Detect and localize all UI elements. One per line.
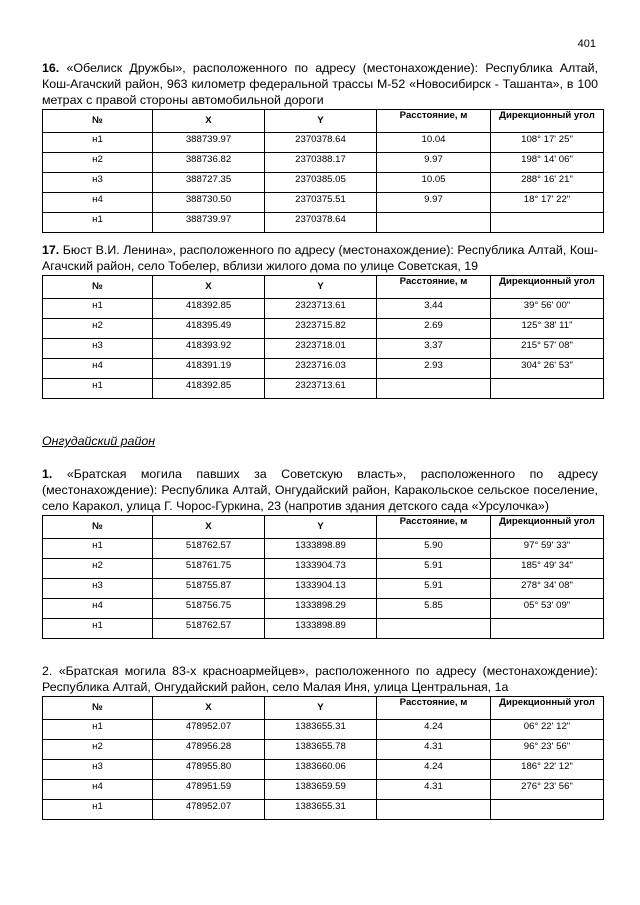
point-cell: н1 (43, 800, 153, 820)
x-cell: 388730.50 (153, 193, 265, 213)
section-16 (42, 60, 598, 233)
column-header: X (153, 110, 265, 133)
section-17-description: Бюст В.И. Ленина», расположенного по адресу (местонахождение): Республика Алтай, Кош-Агачский район, село Тобелер, вблизи жилого дома по улице Советская, 19 (42, 243, 598, 273)
point-cell: н1 (43, 379, 153, 399)
point-cell: н3 (43, 339, 153, 359)
x-cell: 418391.19 (153, 359, 265, 379)
point-cell: н3 (43, 760, 153, 780)
distance-cell (377, 800, 491, 820)
x-cell: 388736.82 (153, 153, 265, 173)
section-ongudai-1-description: «Братская могила павших за Советскую власть», расположенного по адресу (местонахождение): Республика Алтай, Онгудайский район, Каракольское сельское поселение, село Каракол, улица Г. Чорос-Гуркина, 23 (напротив здания детского сада «Урсулочка») (42, 467, 598, 513)
coordinates-table-17 (42, 275, 604, 399)
table-row (43, 173, 604, 193)
table-row (43, 379, 604, 399)
section-16-number: 16. (42, 61, 60, 75)
x-cell: 418395.49 (153, 319, 265, 339)
point-cell: н1 (43, 720, 153, 740)
table-header-row (43, 697, 604, 720)
point-cell: н2 (43, 740, 153, 760)
column-header: № (43, 110, 153, 133)
section-17-number: 17. (42, 243, 60, 257)
section-ongudai-1 (42, 466, 598, 639)
table-row (43, 339, 604, 359)
column-header: X (153, 276, 265, 299)
point-cell: н4 (43, 780, 153, 800)
direction-angle-cell: 198° 14' 06" (491, 153, 604, 173)
point-cell: н4 (43, 193, 153, 213)
distance-cell: 4.31 (377, 740, 491, 760)
direction-angle-cell: 276° 23' 56" (491, 780, 604, 800)
direction-angle-cell: 125° 38' 11" (491, 319, 604, 339)
section-ongudai-1-text (42, 466, 598, 514)
table-row (43, 193, 604, 213)
column-header: Дирекционный угол (491, 516, 604, 539)
table-row (43, 740, 604, 760)
distance-cell (377, 619, 491, 639)
direction-angle-cell: 97° 59' 33" (491, 539, 604, 559)
y-cell: 2370378.64 (265, 133, 377, 153)
y-cell: 2323713.61 (265, 299, 377, 319)
x-cell: 478955.80 (153, 760, 265, 780)
direction-angle-cell: 05° 53' 09" (491, 599, 604, 619)
x-cell: 518756.75 (153, 599, 265, 619)
x-cell: 478951.59 (153, 780, 265, 800)
table-row (43, 359, 604, 379)
section-ongudai-2-number: 2. (42, 664, 53, 678)
section-ongudai-2-description: «Братская могила 83-х красноармейцев», расположенного по адресу (местонахождение): Республика Алтай, Онгудайский район, село Малая Иня, улица Центральная, 1а (42, 664, 598, 694)
y-cell: 2370385.05 (265, 173, 377, 193)
y-cell: 2370388.17 (265, 153, 377, 173)
direction-angle-cell: 304° 26' 53" (491, 359, 604, 379)
y-cell: 2323716.03 (265, 359, 377, 379)
y-cell: 2323713.61 (265, 379, 377, 399)
distance-cell: 2.69 (377, 319, 491, 339)
y-cell: 1383655.31 (265, 720, 377, 740)
table-header-row (43, 516, 604, 539)
section-17-text (42, 242, 598, 274)
table-row (43, 579, 604, 599)
y-cell: 2370378.64 (265, 213, 377, 233)
point-cell: н1 (43, 133, 153, 153)
column-header: Дирекционный угол (491, 276, 604, 299)
distance-cell: 5.85 (377, 599, 491, 619)
y-cell: 1333904.13 (265, 579, 377, 599)
y-cell: 1333904.73 (265, 559, 377, 579)
direction-angle-cell: 06° 22' 12" (491, 720, 604, 740)
point-cell: н2 (43, 559, 153, 579)
x-cell: 518762.57 (153, 619, 265, 639)
y-cell: 1383655.31 (265, 800, 377, 820)
point-cell: н1 (43, 539, 153, 559)
section-ongudai-2-text (42, 663, 598, 695)
column-header: Дирекционный угол (491, 697, 604, 720)
x-cell: 418392.85 (153, 299, 265, 319)
distance-cell (377, 379, 491, 399)
x-cell: 518755.87 (153, 579, 265, 599)
table-row (43, 153, 604, 173)
distance-cell: 3.44 (377, 299, 491, 319)
point-cell: н1 (43, 619, 153, 639)
section-ongudai-1-number: 1. (42, 467, 53, 481)
column-header: X (153, 516, 265, 539)
coordinates-table-16 (42, 109, 604, 233)
column-header: Расстояние, м (377, 697, 491, 720)
point-cell: н1 (43, 213, 153, 233)
y-cell: 2323718.01 (265, 339, 377, 359)
column-header: X (153, 697, 265, 720)
column-header: № (43, 276, 153, 299)
page-number: 401 (577, 38, 596, 50)
column-header: Y (265, 276, 377, 299)
x-cell: 518762.57 (153, 539, 265, 559)
y-cell: 1383655.78 (265, 740, 377, 760)
distance-cell: 4.24 (377, 760, 491, 780)
table-row (43, 619, 604, 639)
distance-cell: 10.04 (377, 133, 491, 153)
direction-angle-cell (491, 379, 604, 399)
direction-angle-cell: 186° 22' 12" (491, 760, 604, 780)
x-cell: 418393.92 (153, 339, 265, 359)
x-cell: 388727.35 (153, 173, 265, 193)
table-row (43, 559, 604, 579)
column-header: Дирекционный угол (491, 110, 604, 133)
y-cell: 1333898.89 (265, 619, 377, 639)
distance-cell: 4.24 (377, 720, 491, 740)
direction-angle-cell: 108° 17' 25" (491, 133, 604, 153)
distance-cell: 9.97 (377, 193, 491, 213)
direction-angle-cell (491, 619, 604, 639)
section-ongudai-2 (42, 663, 598, 820)
point-cell: н4 (43, 359, 153, 379)
district-heading: Онгудайский район (42, 434, 156, 448)
table-row (43, 800, 604, 820)
column-header: № (43, 697, 153, 720)
point-cell: н4 (43, 599, 153, 619)
table-row (43, 299, 604, 319)
direction-angle-cell: 278° 34' 08" (491, 579, 604, 599)
y-cell: 1333898.89 (265, 539, 377, 559)
point-cell: н1 (43, 299, 153, 319)
column-header: № (43, 516, 153, 539)
x-cell: 478952.07 (153, 720, 265, 740)
distance-cell: 5.91 (377, 579, 491, 599)
direction-angle-cell: 288° 16' 21" (491, 173, 604, 193)
table-row (43, 720, 604, 740)
x-cell: 388739.97 (153, 133, 265, 153)
x-cell: 478956.28 (153, 740, 265, 760)
direction-angle-cell: 185° 49' 34" (491, 559, 604, 579)
point-cell: н3 (43, 579, 153, 599)
column-header: Расстояние, м (377, 110, 491, 133)
column-header: Расстояние, м (377, 276, 491, 299)
y-cell: 1383660.06 (265, 760, 377, 780)
y-cell: 2323715.82 (265, 319, 377, 339)
section-16-description: «Обелиск Дружбы», расположенного по адресу (местонахождение): Республика Алтай, Кош-Агачский район, 963 километр федеральной трассы М-52 «Новосибирск - Ташанта», в 100 метрах с правой стороны автомобильной дороги (42, 61, 598, 107)
table-row (43, 319, 604, 339)
point-cell: н3 (43, 173, 153, 193)
distance-cell: 5.90 (377, 539, 491, 559)
direction-angle-cell: 215° 57' 08" (491, 339, 604, 359)
table-row (43, 780, 604, 800)
column-header: Y (265, 110, 377, 133)
coordinates-table-ongudai-2 (42, 696, 604, 820)
distance-cell: 10.05 (377, 173, 491, 193)
direction-angle-cell: 18° 17' 22" (491, 193, 604, 213)
x-cell: 478952.07 (153, 800, 265, 820)
direction-angle-cell (491, 800, 604, 820)
column-header: Y (265, 516, 377, 539)
section-17 (42, 242, 598, 399)
table-header-row (43, 276, 604, 299)
y-cell: 1383659.59 (265, 780, 377, 800)
x-cell: 518761.75 (153, 559, 265, 579)
distance-cell: 9.97 (377, 153, 491, 173)
y-cell: 2370375.51 (265, 193, 377, 213)
distance-cell: 4.31 (377, 780, 491, 800)
distance-cell (377, 213, 491, 233)
coordinates-table-ongudai-1 (42, 515, 604, 639)
section-16-text (42, 60, 598, 108)
distance-cell: 2.93 (377, 359, 491, 379)
column-header: Расстояние, м (377, 516, 491, 539)
point-cell: н2 (43, 153, 153, 173)
direction-angle-cell (491, 213, 604, 233)
table-row (43, 760, 604, 780)
point-cell: н2 (43, 319, 153, 339)
column-header: Y (265, 697, 377, 720)
table-row (43, 539, 604, 559)
direction-angle-cell: 39° 56' 00" (491, 299, 604, 319)
direction-angle-cell: 96° 23' 56" (491, 740, 604, 760)
x-cell: 418392.85 (153, 379, 265, 399)
table-header-row (43, 110, 604, 133)
table-row (43, 133, 604, 153)
table-row (43, 213, 604, 233)
x-cell: 388739.97 (153, 213, 265, 233)
table-row (43, 599, 604, 619)
y-cell: 1333898.29 (265, 599, 377, 619)
distance-cell: 5.91 (377, 559, 491, 579)
distance-cell: 3.37 (377, 339, 491, 359)
